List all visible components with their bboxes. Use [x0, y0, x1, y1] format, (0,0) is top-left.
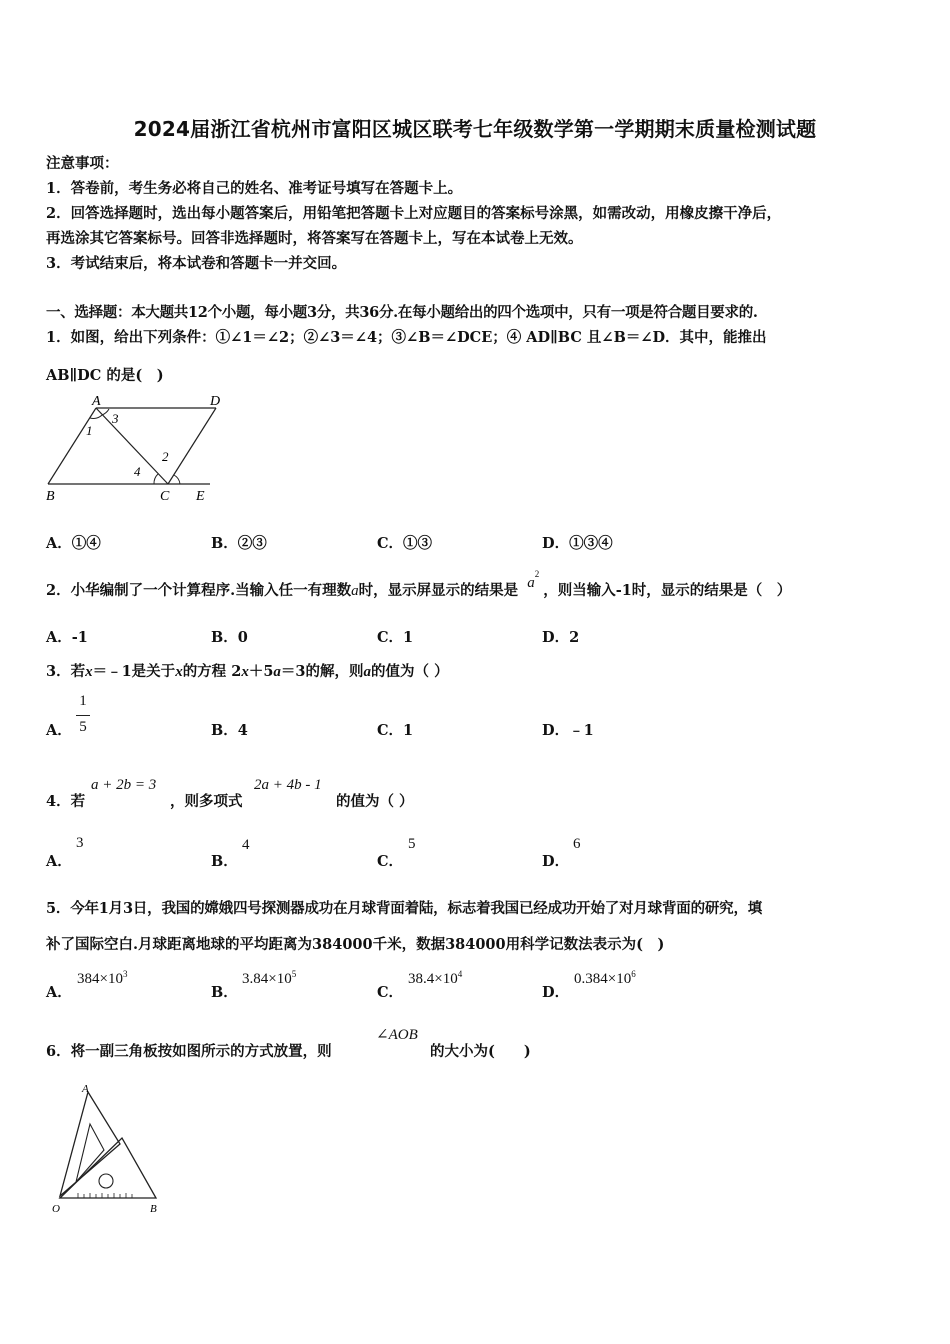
sci-base: 3.84×10 — [242, 971, 292, 987]
option-c[interactable]: C． — [377, 984, 404, 1001]
q2-part: ，则当输入-1时，显示的结果是（ ） — [543, 582, 792, 599]
option-d[interactable]: D．2 — [542, 629, 580, 646]
option-a-value — [77, 969, 127, 988]
question-1-text-cont: AB∥DC 的是( ) — [46, 367, 164, 384]
q3-part: 3．若 — [46, 663, 86, 680]
q6-angle: ∠AOB — [376, 1027, 418, 1043]
option-d[interactable]: D． — [542, 984, 570, 1001]
notice-heading: 注意事项： — [46, 155, 119, 172]
option-d-value — [574, 969, 636, 988]
notice-item: 2．回答选择题时，选出每小题答案后，用铅笔把答题卡上对应题目的答案标号涂黑，如需改动，用橡皮擦干净后， — [46, 205, 782, 222]
point-label: O — [52, 1203, 60, 1215]
question-5-text-cont: 补了国际空白.月球距离地球的平均距离为384000千米，数据384000用科学记数法表示为( ) — [46, 936, 665, 953]
option-d[interactable]: D．①③④ — [542, 535, 613, 552]
triangle-rulers-figure — [46, 1080, 176, 1216]
q4-polynomial: 2a + 4b - 1 — [254, 777, 322, 793]
option-c-value — [408, 969, 462, 988]
angle-label: 2 — [162, 449, 169, 464]
option-d[interactable]: D．﹣1 — [542, 722, 594, 739]
fraction-denominator: 5 — [79, 719, 87, 735]
question-4-prefix: 4．若 — [46, 793, 86, 810]
question-1-text: 1．如图，给出下列条件：①∠1＝∠2；②∠3＝∠4；③∠B＝∠DCE；④ AD∥BC 且∠B＝∠D．其中，能推出 — [46, 329, 767, 346]
q6-part: 的大小为( ) — [430, 1043, 531, 1060]
option-a[interactable]: A．①④ — [46, 535, 101, 552]
option-b[interactable]: B． — [211, 984, 238, 1001]
option-d-value: 6 — [573, 836, 581, 852]
question-3-text — [46, 660, 449, 681]
option-b[interactable]: B．0 — [211, 629, 248, 646]
question-5-text: 5．今年1月3日，我国的嫦娥四号探测器成功在月球背面着陆，标志着我国已经成功开始了对月球背面的研究，填 — [46, 900, 763, 917]
option-c[interactable]: C． — [377, 853, 404, 870]
q2-part: 时，显示屏显示的结果是 — [358, 582, 519, 599]
option-c[interactable]: C．1 — [377, 722, 414, 739]
point-label: A — [92, 394, 101, 409]
option-a[interactable]: A． — [46, 722, 72, 739]
option-b-value: 4 — [242, 837, 250, 853]
option-b-value — [242, 969, 296, 988]
sci-base: 38.4×10 — [408, 971, 458, 987]
q3-part: 的方程 2 — [182, 663, 242, 680]
notice-item: 3．考试结束后，将本试卷和答题卡一并交回。 — [46, 255, 347, 272]
q3-var: x — [175, 664, 183, 680]
angle-label: 3 — [112, 411, 119, 426]
option-b[interactable]: B．②③ — [211, 535, 267, 552]
sci-exp: 5 — [291, 969, 297, 979]
point-label: B — [150, 1203, 157, 1215]
angle-label: 1 — [86, 423, 93, 438]
section-heading: 一、选择题：本大题共12个小题，每小题3分，共36分.在每小题给出的四个选项中，只有一项是符合题目要求的. — [46, 304, 758, 321]
q3-part: ＝3的解，则 — [280, 663, 364, 680]
option-b[interactable]: B．4 — [211, 722, 248, 739]
option-a[interactable]: A． — [46, 853, 72, 870]
q3-var: a — [363, 664, 372, 680]
q3-var: x — [85, 664, 93, 680]
sci-exp: 4 — [457, 969, 463, 979]
option-a[interactable]: A． — [46, 984, 72, 1001]
sci-base: 0.384×10 — [574, 971, 632, 987]
option-c[interactable]: C．1 — [377, 629, 414, 646]
q4-condition: a + 2b = 3 — [91, 777, 157, 793]
point-label: D — [210, 394, 221, 409]
point-label: A — [82, 1083, 89, 1095]
q3-var: x — [241, 664, 249, 680]
option-c-value: 5 — [408, 836, 416, 852]
q3-part: ＝﹣1是关于 — [92, 663, 176, 680]
notice-item: 再选涂其它答案标号。回答非选择题时，将答案写在答题卡上，写在本试卷上无效。 — [46, 230, 583, 247]
q3-part: ＋5 — [248, 663, 274, 680]
point-label: C — [160, 489, 170, 504]
fraction-bar — [76, 715, 90, 716]
sci-exp: 3 — [122, 969, 128, 979]
point-label: E — [196, 489, 205, 504]
q4-part: 的值为（ ） — [336, 793, 414, 810]
notice-item: 1．答卷前，考生务必将自己的姓名、准考证号填写在答题卡上。 — [46, 180, 463, 197]
q2-expr — [527, 569, 540, 591]
q2-part: 2．小华编制了一个计算程序.当输入任一有理数 — [46, 582, 352, 599]
option-a-value: 3 — [76, 835, 84, 851]
fraction-numerator: 1 — [79, 693, 87, 709]
question-6-prefix: 6．将一副三角板按如图所示的方式放置，则 — [46, 1043, 332, 1060]
q2-expr-exp: 2 — [534, 569, 540, 579]
option-d[interactable]: D． — [542, 853, 570, 870]
page-title: 2024届浙江省杭州市富阳区城区联考七年级数学第一学期期末质量检测试题 — [133, 117, 817, 141]
sci-exp: 6 — [631, 969, 636, 979]
q4-part: ，则多项式 — [170, 793, 243, 810]
sci-base: 384×10 — [77, 971, 123, 987]
question-2-text — [46, 569, 792, 600]
point-label: B — [46, 489, 55, 504]
q2-expr-base: a — [527, 575, 535, 591]
option-c[interactable]: C．①③ — [377, 535, 433, 552]
q3-part: 的值为（ ） — [371, 663, 449, 680]
parallelogram-figure — [40, 388, 240, 506]
q3-var: a — [273, 664, 281, 680]
option-b[interactable]: B． — [211, 853, 238, 870]
q2-var: a — [351, 583, 359, 599]
option-a[interactable]: A．-1 — [46, 629, 88, 646]
angle-label: 4 — [134, 464, 141, 479]
